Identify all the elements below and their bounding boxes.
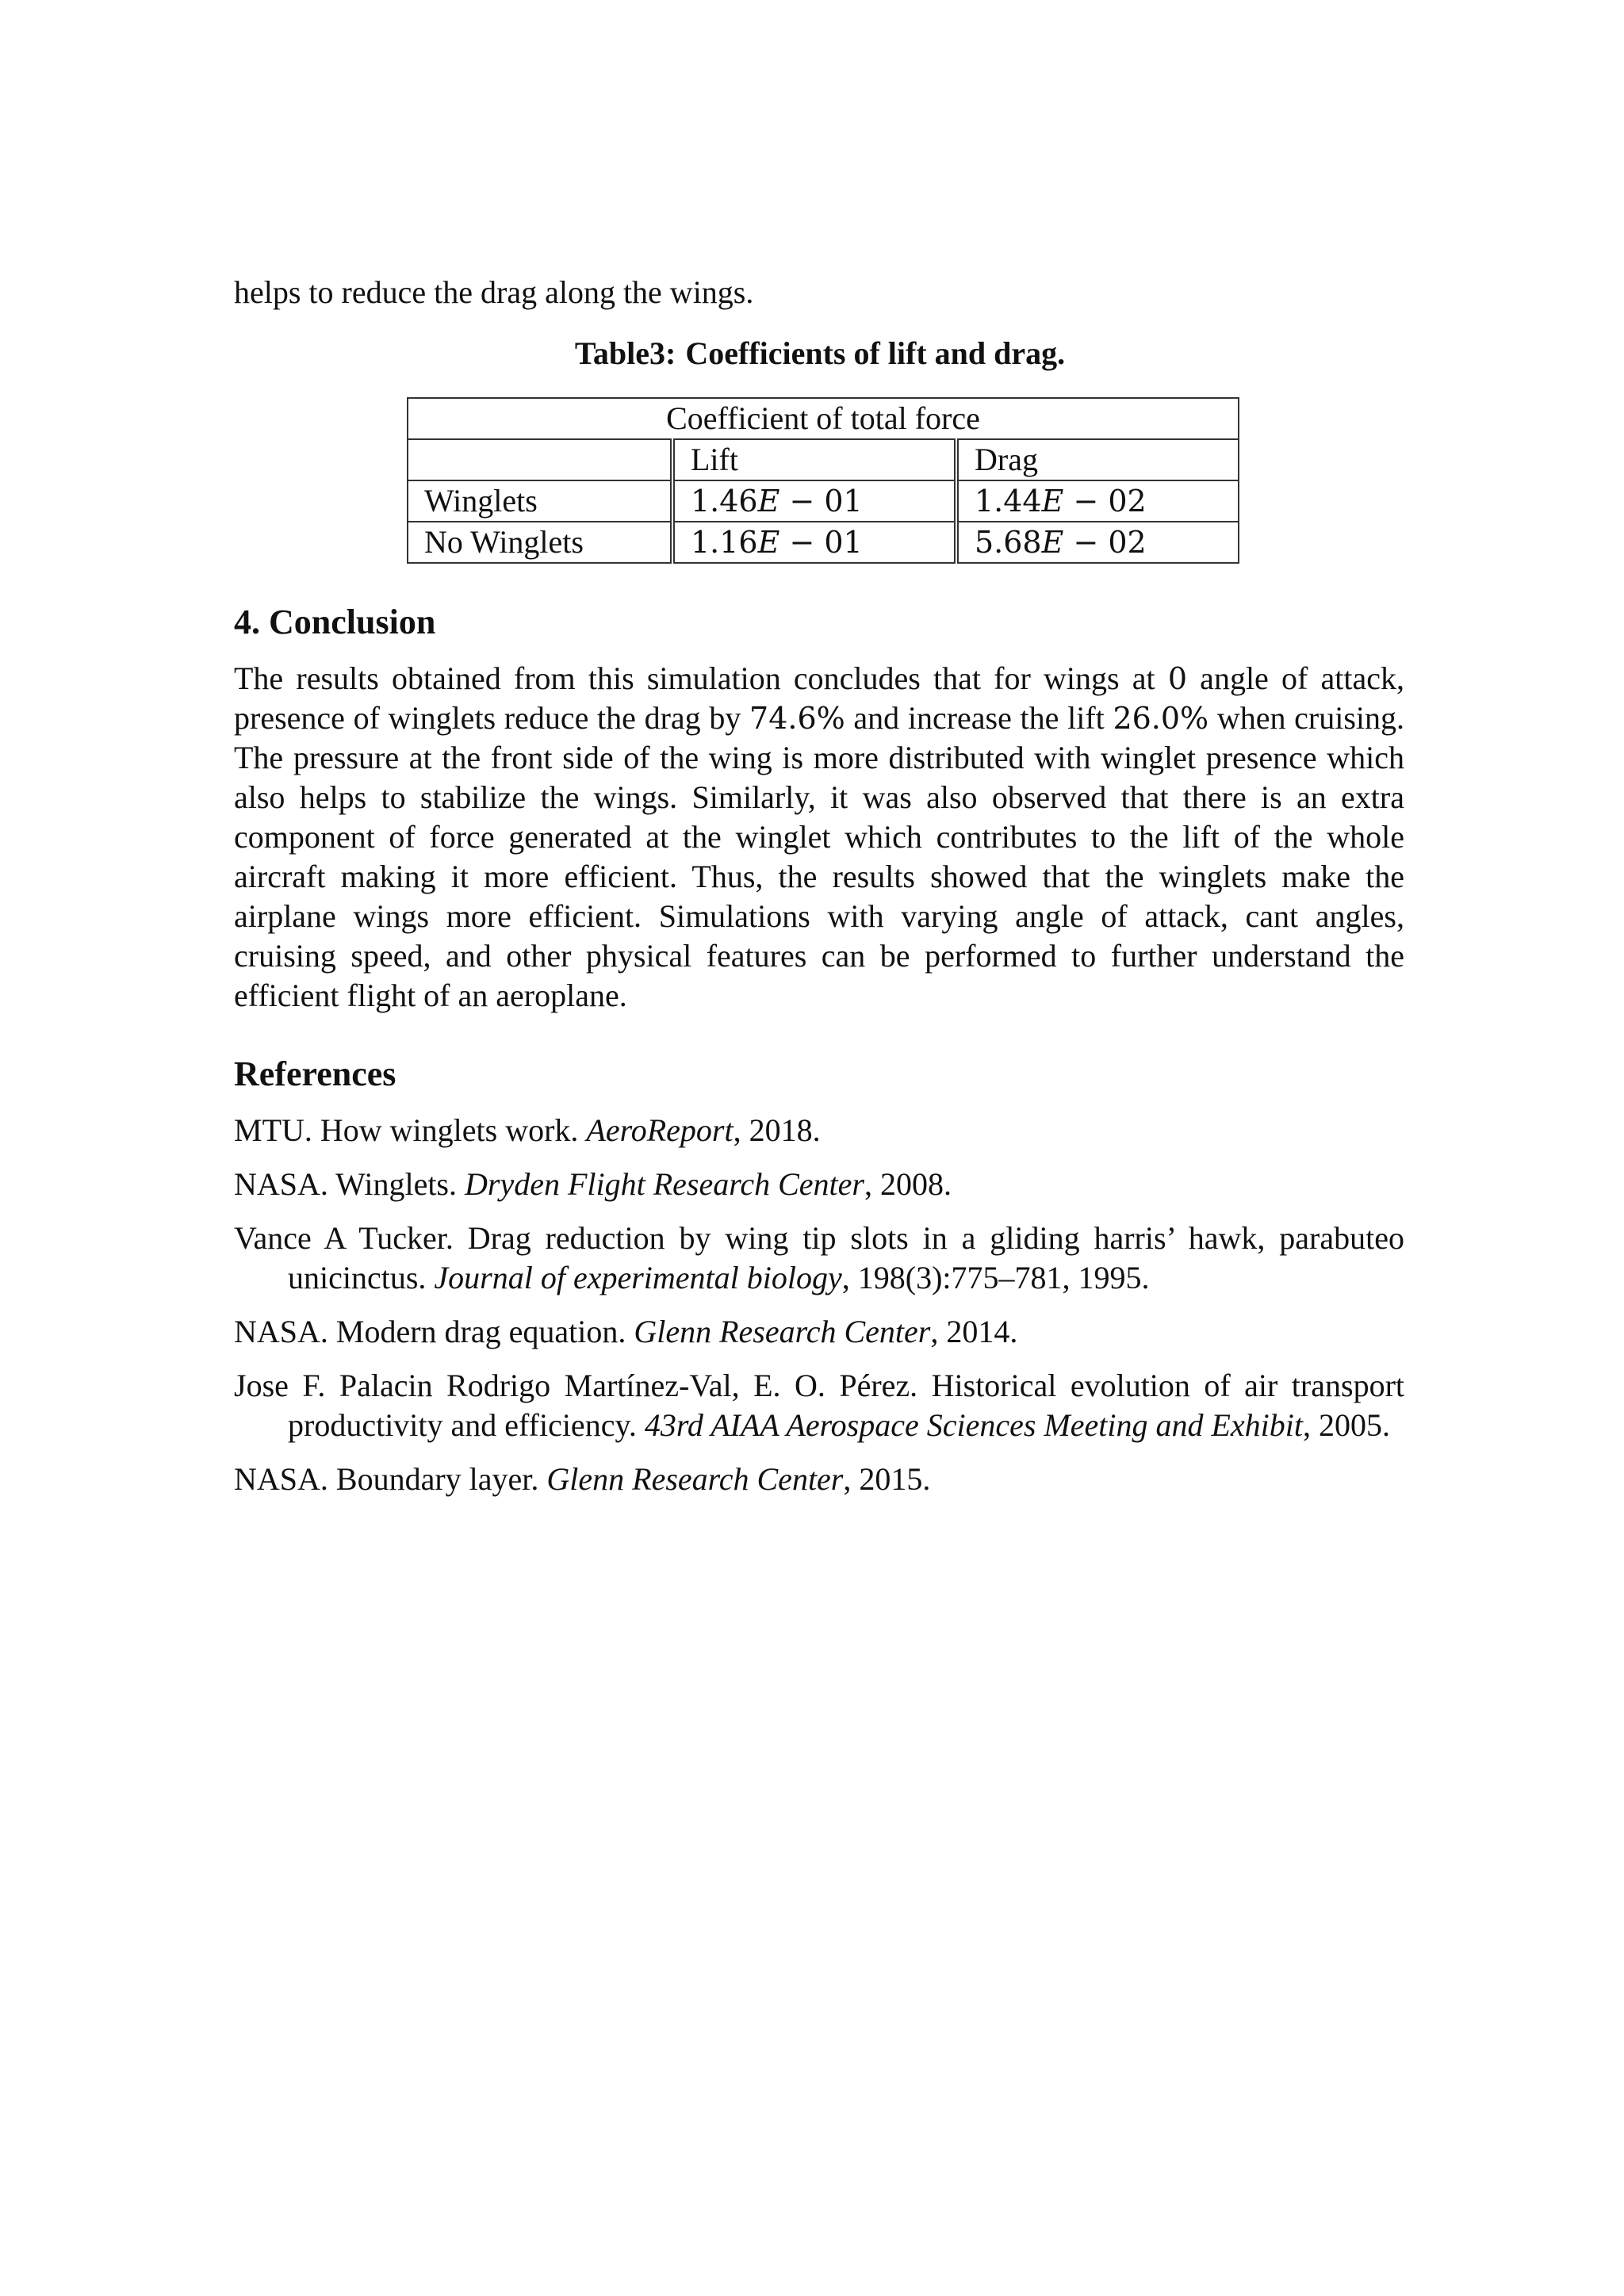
header-coefficient-total-force: Coefficient of total force: [408, 398, 1239, 439]
header-drag: Drag: [956, 439, 1239, 480]
drag-value: 5.68E − 02: [956, 522, 1239, 563]
drag-reduction-value: 74.6%: [749, 701, 845, 736]
table-caption-label: Table3:: [574, 335, 676, 371]
reference-item: NASA. Winglets. Dryden Flight Research Center, 2008.: [234, 1166, 952, 1202]
drag-value: 1.44E − 02: [956, 480, 1239, 522]
lift-value: 1.46E − 01: [672, 480, 956, 522]
table-caption-text: Coefficients of lift and drag.: [685, 335, 1066, 371]
paper-page: [234, 273, 1404, 1513]
lift-value: 1.16E − 01: [672, 522, 956, 563]
table-row: [408, 522, 1239, 563]
lift-increase-value: 26.0%: [1113, 701, 1209, 736]
reference-item: Jose F. Palacin Rodrigo Martínez-Val, E. O. Pérez. Historical evolution of air transport productivity and efficiency. 43rd AIAA Aerospace Sciences Meeting and Exhibit, 2005.: [234, 1368, 1404, 1443]
intro-tail-paragraph: helps to reduce the drag along the wings.: [234, 274, 754, 310]
reference-item: MTU. How winglets work. AeroReport, 2018.: [234, 1112, 821, 1148]
row-label: Winglets: [408, 480, 672, 522]
table-row: [408, 480, 1239, 522]
coefficients-table: [407, 397, 1239, 564]
section-heading-references: References: [234, 1054, 396, 1093]
angle-value: 0: [1167, 661, 1187, 696]
reference-list: [234, 1111, 1404, 1499]
header-lift: Lift: [672, 439, 956, 480]
table-caption: [234, 335, 1404, 372]
conclusion-paragraph: The results obtained from this simulation concludes that for wings at 0 angle of attack, presence of winglets reduce the drag by 74.6% and increase the lift 26.0% when cruising. The pressure at the front side of the wing is more distributed with winglet presence which also helps to stabilize the wings. Similarly, it was also observed that there is an extra component of force generated at the winglet which contributes to the lift of the whole aircraft making it more efficient. Thus, the results showed that the winglets make the airplane wings more efficient. Simulations with varying angle of attack, cant angles, cruising speed, and other physical features can be performed to further understand the efficient flight of an aeroplane.: [234, 660, 1405, 1013]
table-subheader-row: [408, 439, 1239, 480]
reference-item: NASA. Modern drag equation. Glenn Research Center, 2014.: [234, 1314, 1018, 1349]
reference-item: NASA. Boundary layer. Glenn Research Center, 2015.: [234, 1461, 931, 1497]
header-empty-cell: [408, 439, 672, 480]
reference-item: Vance A Tucker. Drag reduction by wing tip slots in a gliding harris’ hawk, parabuteo unicinctus. Journal of experimental biology, 198(3):775–781, 1995.: [234, 1220, 1404, 1295]
table-header-row: [408, 398, 1239, 439]
row-label: No Winglets: [408, 522, 672, 563]
section-heading-conclusion: 4. Conclusion: [234, 603, 436, 641]
table-wrapper: [234, 397, 1404, 564]
